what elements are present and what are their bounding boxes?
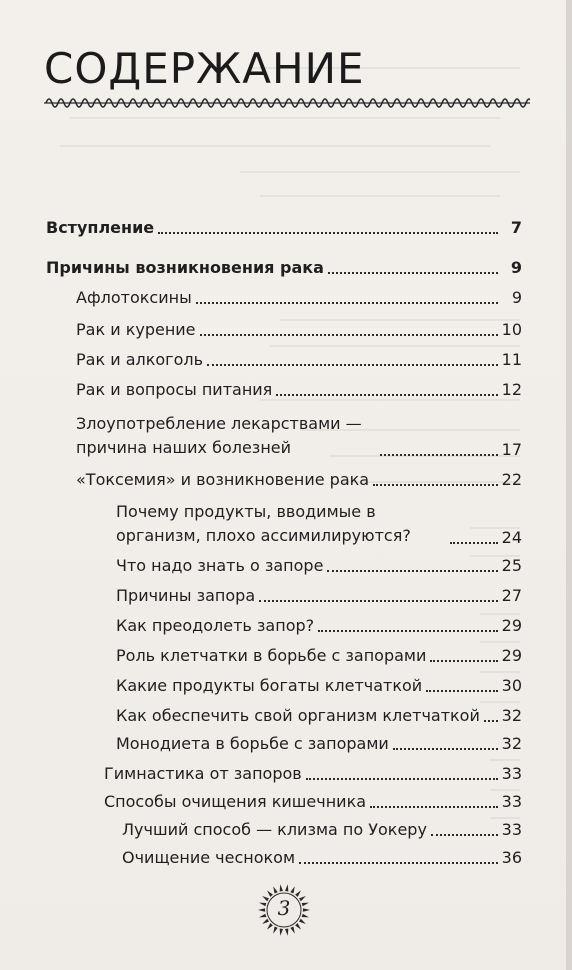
- sun-ray: [280, 928, 283, 935]
- toc-entry[interactable]: Рак и вопросы питания 12: [76, 380, 522, 399]
- toc-entry[interactable]: Вступление 7: [46, 218, 522, 237]
- toc-entry[interactable]: Рак и алкоголь 11: [76, 350, 522, 369]
- sun-ray: [285, 884, 288, 891]
- sun-ray: [273, 927, 277, 934]
- toc-entry[interactable]: Лучший способ — клизма по Уокеру 33: [122, 820, 522, 839]
- page-title: СОДЕРЖАНИЕ: [44, 44, 365, 93]
- toc-entry[interactable]: Причины запора 27: [116, 586, 522, 605]
- toc-entry[interactable]: Афлотоксины 9: [76, 288, 522, 307]
- sun-ray: [295, 923, 301, 929]
- toc-entry[interactable]: Гимнастика от запоров 33: [104, 764, 522, 783]
- toc-entry[interactable]: Рак и курение 10: [76, 320, 522, 339]
- sun-ray: [285, 928, 288, 935]
- sun-ray: [290, 927, 294, 934]
- toc-entry[interactable]: Почему продукты, вводимые в организм, плохо ассимилируются? 24: [116, 502, 522, 547]
- toc-entry[interactable]: Причины возникновения рака 9: [46, 258, 522, 277]
- toc-entry[interactable]: Как преодолеть запор? 29: [116, 616, 522, 635]
- toc-entry[interactable]: Способы очищения кишечника 33: [104, 792, 522, 811]
- sun-ray: [290, 886, 294, 893]
- toc-entry[interactable]: Какие продукты богаты клетчаткой 30: [116, 676, 522, 695]
- toc-entry[interactable]: Что надо знать о запоре 25: [116, 556, 522, 575]
- toc-entry[interactable]: Роль клетчатки в борьбе с запорами 29: [116, 646, 522, 665]
- toc-entry[interactable]: Злоупотребление лекарствами — причина наших болезней 17: [76, 414, 522, 459]
- page-number-badge: [254, 880, 314, 940]
- toc-entry[interactable]: Очищение чесноком 36: [122, 848, 522, 867]
- sun-ray: [273, 886, 277, 893]
- sun-ray: [280, 884, 283, 891]
- toc-entry[interactable]: Монодиета в борьбе с запорами 32: [116, 734, 522, 753]
- title-ornament: [44, 92, 530, 114]
- toc-entry[interactable]: Как обеспечить свой организм клетчаткой 32: [116, 706, 522, 725]
- toc-entry[interactable]: «Токсемия» и возникновение рака 22: [76, 470, 522, 489]
- page-number: 3: [277, 896, 291, 920]
- sun-ray: [267, 923, 273, 929]
